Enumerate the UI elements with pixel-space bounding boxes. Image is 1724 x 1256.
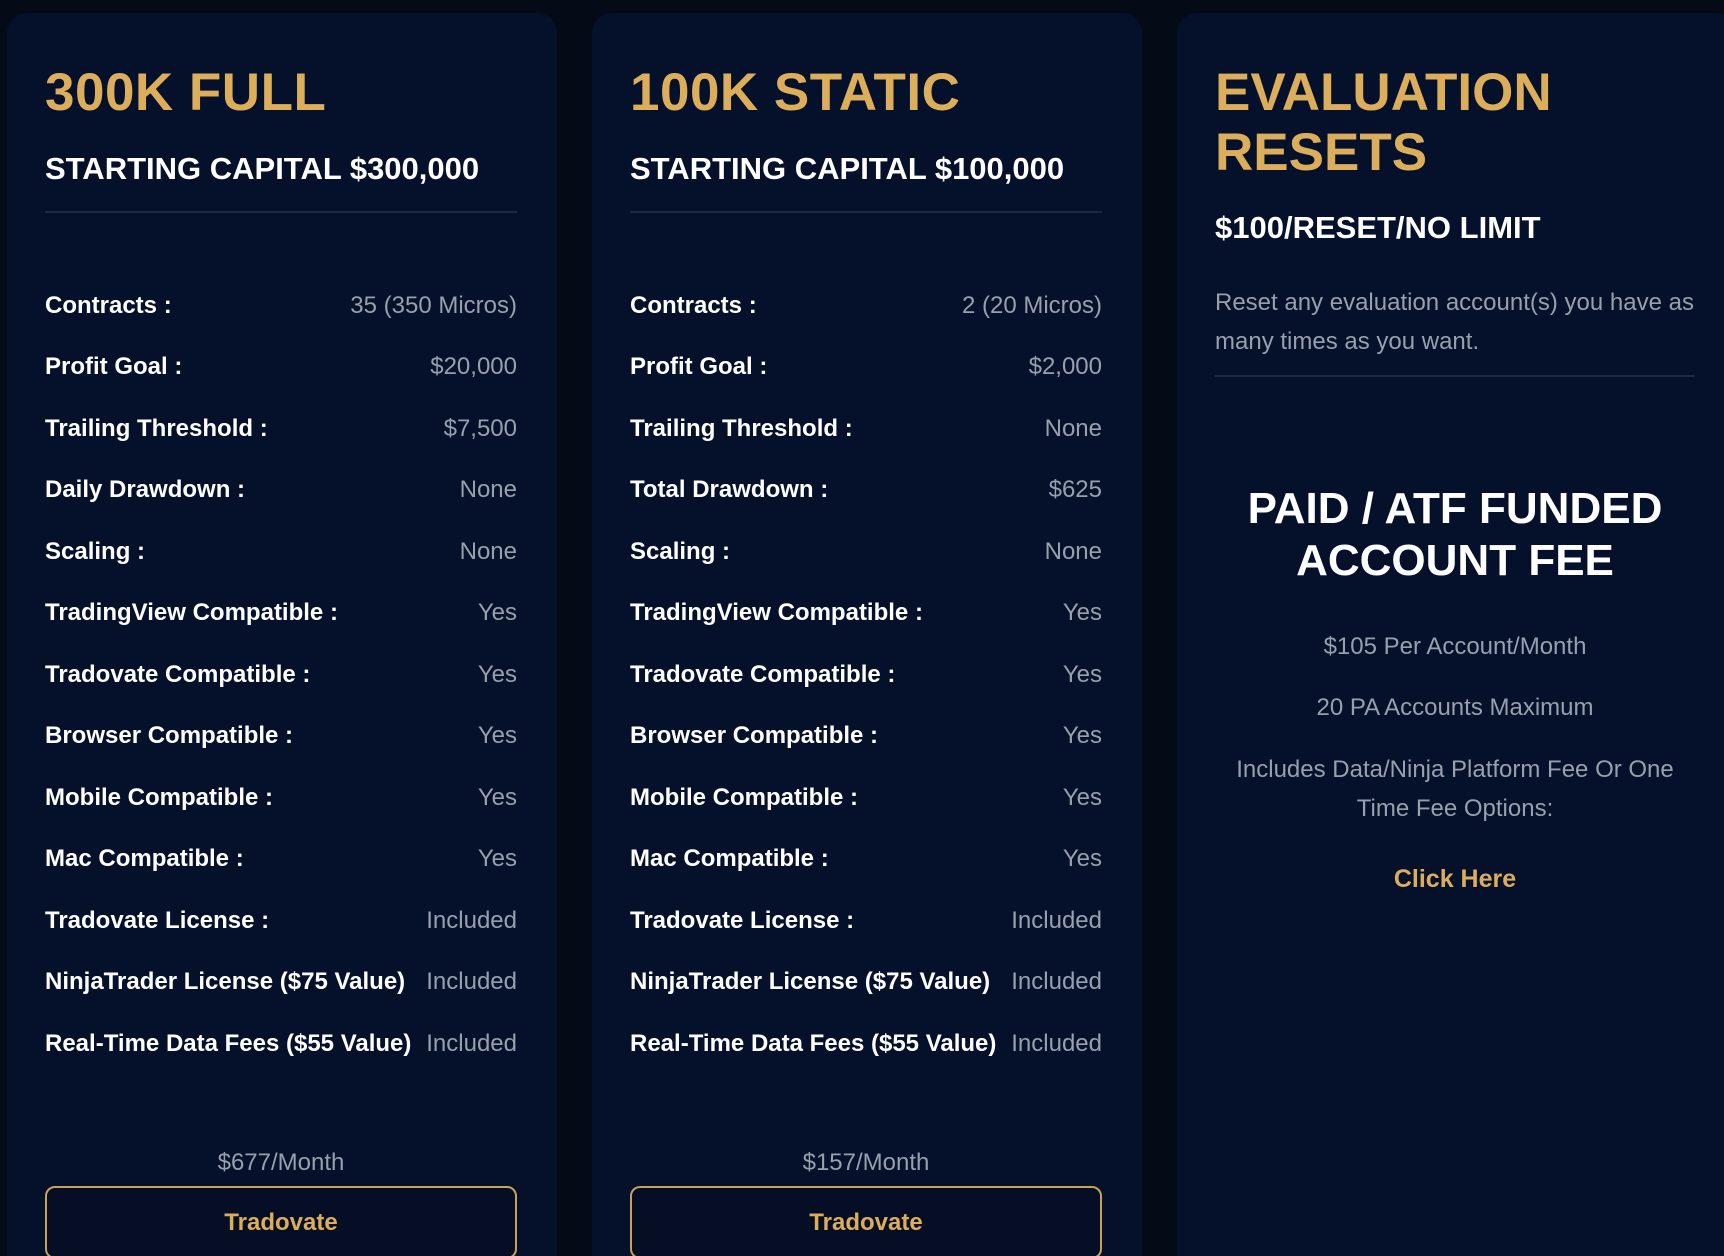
paid-account-fee-title [1215, 483, 1695, 587]
feature-row [630, 521, 1102, 583]
feature-value: Yes [1062, 722, 1102, 750]
feature-row [45, 829, 517, 891]
feature-label: NinjaTrader License ($75 Value) [630, 968, 991, 996]
divider [1215, 375, 1695, 377]
feature-value: Included [1011, 1029, 1102, 1057]
feature-value: $625 [1048, 476, 1102, 504]
feature-label: Contracts : [630, 291, 757, 319]
feature-row [630, 890, 1102, 952]
feature-label: Tradovate License : [45, 906, 270, 934]
feature-value: $20,000 [430, 353, 517, 381]
feature-label: Tradovate License : [630, 906, 855, 934]
feature-row [630, 275, 1102, 337]
feature-row [45, 767, 517, 829]
feature-row [630, 644, 1102, 706]
paid-title-line1: PAID / ATF FUNDED [1247, 484, 1663, 533]
feature-value: 35 (350 Micros) [350, 291, 517, 319]
feature-label: Browser Compatible : [630, 722, 879, 750]
reset-price: $100/RESET/NO LIMIT [1215, 210, 1541, 245]
feature-label: Profit Goal : [630, 353, 768, 381]
feature-value: Yes [477, 845, 517, 873]
plan-title: 100K STATIC [630, 63, 961, 122]
plan-card-300k-full [7, 13, 557, 1256]
reset-description: Reset any evaluation account(s) you have as many times as you want. [1215, 289, 1694, 355]
feature-row [630, 706, 1102, 768]
feature-row [45, 275, 517, 337]
feature-value: None [1044, 414, 1102, 442]
resets-title [1215, 63, 1695, 183]
feature-row [45, 460, 517, 522]
feature-row [630, 583, 1102, 645]
feature-value: Yes [477, 660, 517, 688]
feature-row [45, 521, 517, 583]
feature-label: Trailing Threshold : [45, 414, 268, 442]
feature-row [45, 952, 517, 1014]
feature-row [45, 706, 517, 768]
feature-value: Yes [1062, 783, 1102, 811]
feature-label: Tradovate Compatible : [45, 660, 311, 688]
feature-label: Contracts : [45, 291, 172, 319]
evaluation-resets-card [1177, 13, 1724, 1256]
feature-row [45, 1013, 517, 1075]
feature-label: Mac Compatible : [630, 845, 829, 873]
feature-label: Trailing Threshold : [630, 414, 853, 442]
tradovate-button[interactable]: Tradovate [45, 1186, 517, 1256]
feature-label: Scaling : [630, 537, 731, 565]
feature-value: $2,000 [1028, 353, 1102, 381]
plan-card-100k-static [592, 13, 1142, 1256]
feature-row [45, 337, 517, 399]
feature-row [630, 767, 1102, 829]
divider [45, 211, 517, 213]
feature-row [45, 398, 517, 460]
feature-value: None [1044, 537, 1102, 565]
paid-title-line2: ACCOUNT FEE [1296, 536, 1614, 585]
fee-per-account: $105 Per Account/Month [1323, 633, 1587, 660]
includes-options: Includes Data/Ninja Platform Fee Or One Time Fee Options: [1236, 756, 1674, 822]
feature-row [630, 337, 1102, 399]
feature-row [630, 829, 1102, 891]
resets-title-line1: EVALUATION [1215, 63, 1552, 122]
feature-list [45, 275, 517, 1075]
feature-value: $7,500 [443, 414, 517, 442]
feature-value: Yes [1062, 660, 1102, 688]
feature-value: Yes [477, 722, 517, 750]
tradovate-button[interactable]: Tradovate [630, 1186, 1102, 1256]
feature-label: Mobile Compatible : [630, 783, 858, 811]
feature-label: TradingView Compatible : [630, 599, 923, 627]
feature-label: Real-Time Data Fees ($55 Value) [630, 1029, 997, 1057]
feature-row [630, 952, 1102, 1014]
starting-capital: STARTING CAPITAL $300,000 [45, 151, 480, 186]
feature-row [630, 398, 1102, 460]
feature-value: Included [426, 906, 517, 934]
feature-label: TradingView Compatible : [45, 599, 338, 627]
feature-value: None [459, 537, 517, 565]
feature-label: Daily Drawdown : [45, 476, 246, 504]
resets-title-line2: RESETS [1215, 123, 1428, 182]
plan-title: 300K FULL [45, 63, 327, 122]
feature-list [630, 275, 1102, 1075]
feature-value: Included [1011, 906, 1102, 934]
feature-value: Yes [1062, 845, 1102, 873]
feature-label: Profit Goal : [45, 353, 183, 381]
click-here-link[interactable]: Click Here [1393, 865, 1517, 893]
feature-row [45, 583, 517, 645]
feature-value: Yes [1062, 599, 1102, 627]
divider [630, 211, 1102, 213]
feature-label: NinjaTrader License ($75 Value) [45, 968, 406, 996]
feature-value: Yes [477, 783, 517, 811]
feature-value: Included [1011, 968, 1102, 996]
feature-value: Included [426, 1029, 517, 1057]
feature-row [630, 1013, 1102, 1075]
feature-value: Yes [477, 599, 517, 627]
starting-capital: STARTING CAPITAL $100,000 [630, 151, 1065, 186]
feature-label: Browser Compatible : [45, 722, 294, 750]
feature-label: Tradovate Compatible : [630, 660, 896, 688]
feature-row [45, 644, 517, 706]
feature-label: Total Drawdown : [630, 476, 829, 504]
feature-value: None [459, 476, 517, 504]
feature-row [45, 890, 517, 952]
feature-label: Scaling : [45, 537, 146, 565]
feature-label: Mobile Compatible : [45, 783, 273, 811]
feature-label: Mac Compatible : [45, 845, 244, 873]
feature-value: Included [426, 968, 517, 996]
feature-value: 2 (20 Micros) [961, 291, 1102, 319]
feature-row [630, 460, 1102, 522]
plan-price: $157/Month [802, 1149, 930, 1176]
plan-price: $677/Month [217, 1149, 345, 1176]
max-accounts: 20 PA Accounts Maximum [1316, 694, 1594, 721]
feature-label: Real-Time Data Fees ($55 Value) [45, 1029, 412, 1057]
